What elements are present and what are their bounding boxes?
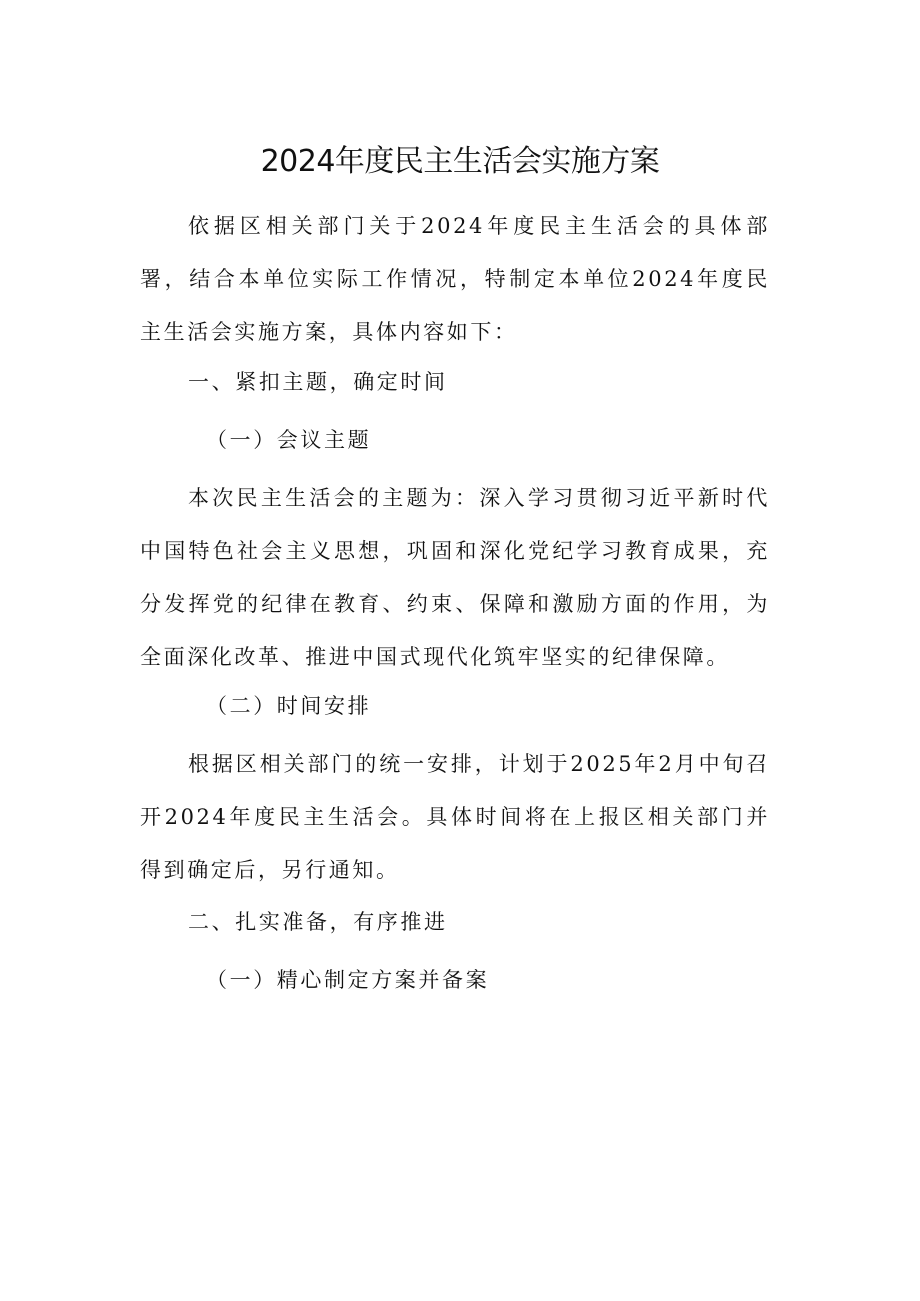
- subsection-heading-2-1: （一）精心制定方案并备案: [206, 968, 490, 992]
- subsection-heading-1-1: （一）会议主题: [206, 428, 372, 452]
- intro-paragraph: 依据区相关部门关于2024年度民主生活会的具体部署，结合本单位实际工作情况，特制定本单位2024年度民主生活会实施方案，具体内容如下：: [140, 214, 770, 344]
- subsection-body-1-1: 本次民主生活会的主题为：深入学习贯彻习近平新时代中国特色社会主义思想，巩固和深化党纪学习教育成果，充分发挥党的纪律在教育、约束、保障和激励方面的作用，为全面深化改革、推进中国式现代化筑牢坚实的纪律保障。: [140, 486, 770, 669]
- section-heading-2: 二、扎实准备，有序推进: [188, 910, 448, 934]
- subsection-heading-1-2: （二）时间安排: [206, 694, 372, 718]
- section-heading-1: 一、紧扣主题，确定时间: [188, 370, 448, 394]
- subsection-body-1-2: 根据区相关部门的统一安排，计划于2025年2月中旬召开2024年度民主生活会。具体时间将在上报区相关部门并得到确定后，另行通知。: [140, 752, 770, 882]
- document-title: 2024年度民主生活会实施方案: [260, 144, 660, 179]
